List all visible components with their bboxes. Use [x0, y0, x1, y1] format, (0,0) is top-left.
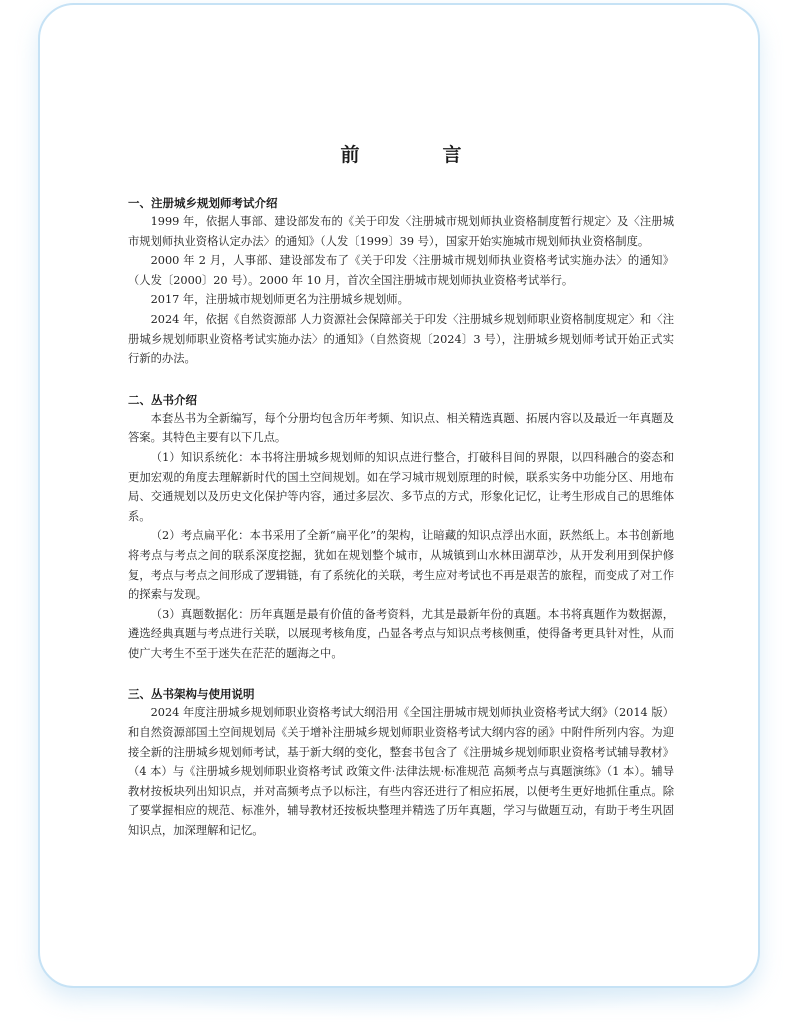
- paragraph: （1）知识系统化：本书将注册城乡规划师的知识点进行整合，打破科目间的界限，以四科融合的姿态和更加宏观的角度去理解新时代的国土空间规划。如在学习城市规划原理的时候，联系实务中功能分区、用地布局、交通规划以及历史文化保护等内容，通过多层次、多节点的方式，形象化记忆，让考生形成自己的思维体系。: [128, 450, 674, 523]
- document-body: [128, 140, 674, 863]
- section-heading: 一、注册城乡规划师考试介绍: [128, 196, 278, 210]
- paragraph: 1999 年，依据人事部、建设部发布的《关于印发〈注册城市规划师执业资格制度暂行规定〉及〈注册城市规划师执业资格认定办法〉的通知》（人发〔1999〕39 号），国家开始实施城市规划师执业资格制度。: [128, 215, 674, 248]
- section-structure-usage: [128, 685, 674, 840]
- paragraph: 2017 年，注册城市规划师更名为注册城乡规划师。: [150, 293, 409, 307]
- paragraph: （3）真题数据化：历年真题是最有价值的备考资料，尤其是最新年份的真题。本书将真题作为数据源，遴选经典真题与考点进行关联，以展现考核角度，凸显各考点与知识点考核侧重，使得备考更具针对性，从而使广大考生不至于迷失在茫茫的题海之中。: [128, 607, 674, 660]
- section-heading: 二、丛书介绍: [128, 392, 197, 407]
- paragraph: 2024 年，依据《自然资源部 人力资源社会保障部关于印发〈注册城乡规划师职业资格制度规定〉和〈注册城乡规划师职业资格考试实施办法〉的通知》（自然资规〔2024〕3 号），注册城乡规划师考试开始正式实行新的办法。: [128, 312, 674, 366]
- paragraph: 2000 年 2 月，人事部、建设部发布了《关于印发〈注册城市规划师执业资格考试实施办法〉的通知》（人发〔2000〕20 号）。2000 年 10 月，首次全国注册城市规划师执业资格考试举行。: [128, 254, 674, 287]
- section-heading: 三、丛书架构与使用说明: [128, 687, 255, 702]
- page-title: 前 言: [340, 144, 494, 166]
- section-series-intro: [128, 391, 674, 664]
- paragraph: 2024 年度注册城乡规划师职业资格考试大纲沿用《全国注册城市规划师执业资格考试大纲》（2014 版）和自然资源部国土空间规划局《关于增补注册城乡规划师职业资格考试大纲内容的函》中附件所列内容。为迎接全新的注册城乡规划师考试，基于新大纲的变化，整套书包含了《注册城乡规划师职业资格考试辅导教材》（4 本）与《注册城乡规划师职业资格考试 政策文件·法律法规·标准规范 高频考点与真题演练》（1 本）。辅导教材按板块列出知识点，并对高频考点予以标注，有些内容还进行了相应拓展，以便考生更好地抓住重点。除了要掌握相应的规范、标准外，辅导教材还按板块整理并精选了历年真题，学习与做题互动，有助于考生巩固知识点，加深理解和记忆。: [128, 706, 674, 838]
- section-exam-intro: [128, 194, 674, 369]
- paragraph: 本套丛书为全新编写，每个分册均包含历年考频、知识点、相关精选真题、拓展内容以及最近一年真题及答案。其特色主要有以下几点。: [128, 411, 674, 445]
- paragraph: （2）考点扁平化：本书采用了全新“扁平化”的架构，让暗藏的知识点浮出水面，跃然纸上。本书创新地将考点与考点之间的联系深度挖掘，犹如在规划整个城市，从城镇到山水林田湖草沙，从开发利用到保护修复，考点与考点之间形成了逻辑链，有了系统化的关联，考生应对考试也不再是艰苦的旅程，而变成了对工作的探索与发现。: [128, 529, 674, 602]
